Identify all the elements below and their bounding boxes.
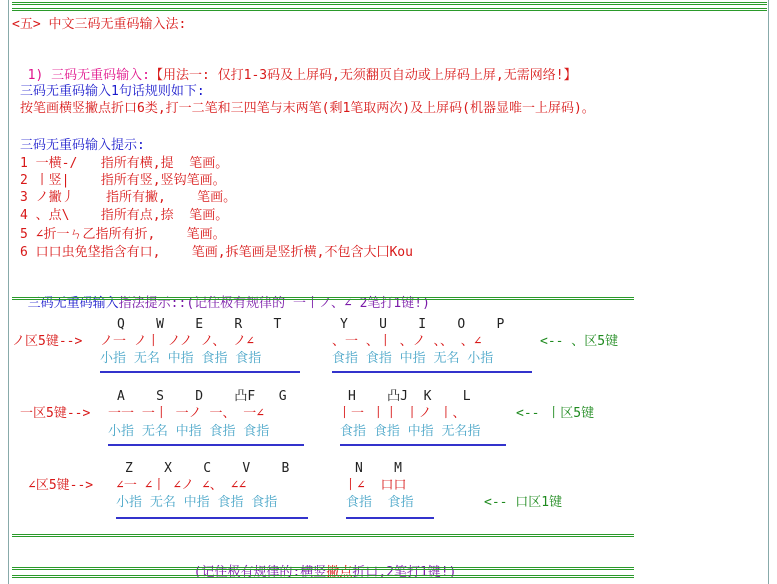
divider-top: [12, 2, 767, 6]
right-border: [768, 0, 769, 584]
underline-row2-left: [108, 444, 304, 446]
keys-zxcvb: Z X C V B: [125, 461, 290, 476]
fingers-row2-left: 小指 无名 中指 食指 食指: [108, 424, 270, 439]
tip-5: 5 ∠折一ㄣ乙指所有折, 笔画。: [20, 227, 226, 242]
underline-row3-right: [346, 517, 434, 519]
divider-top-2: [12, 8, 767, 12]
footer-a: (记住极有规律的:横竖: [193, 565, 327, 580]
underline-row2-right: [340, 444, 506, 446]
method-one-prefix: 1) 三码无重码输入:: [27, 68, 150, 83]
label-dian-zone: <-- 、区5键: [540, 334, 619, 349]
strokes-zxcvb: ∠一 ∠丨 ∠ノ ∠、 ∠∠: [116, 478, 247, 493]
rule-text: 按笔画横竖撇点折口6类,打一二笔和三四笔与末两笔(剩1笔取两次)及上屏码(机器显唯一上屏码)。: [20, 101, 595, 116]
keys-hjkl: H 凸J K L: [348, 389, 471, 404]
finger-title-b: 指法提示::(记住极有规律的 一丨ノ、∠ 2笔打1键!): [118, 296, 430, 311]
underline-row1-right: [332, 371, 532, 373]
divider-mid-1: [12, 297, 634, 301]
fingers-row2-right: 食指 食指 中指 无名指: [340, 424, 481, 439]
finger-title-a: 三码无重码输入: [27, 296, 119, 311]
keys-asdfg: A S D 凸F G: [117, 389, 287, 404]
label-zhe-zone: ∠区5键-->: [28, 478, 94, 493]
section-heading: <五> 中文三码无重码输入法:: [12, 17, 187, 32]
tip-6: 6 口口虫免垡指含有口, 笔画,拆笔画是竖折横,不包含大囗Kou: [20, 245, 413, 260]
tip-3: 3 ノ撇丿 指所有撇, 笔画。: [20, 190, 237, 205]
keys-nm: N M: [355, 461, 402, 476]
footer-c: 折口,2笔打1键!): [352, 565, 457, 580]
label-pie-zone: ノ区5键-->: [12, 334, 83, 349]
fingers-row3-left: 小指 无名 中指 食指 食指: [116, 495, 278, 510]
tip-1: 1 一横-/ 指所有横,提 笔画。: [20, 156, 229, 171]
finger-title: [12, 278, 430, 312]
fingers-row1-left: 小指 无名 中指 食指 食指: [100, 351, 262, 366]
tips-title: 三码无重码输入提示:: [20, 138, 145, 153]
left-border: [8, 0, 9, 584]
fingers-row1-right: 食指 食指 中指 无名 小指: [332, 351, 494, 366]
label-heng-zone: 一区5键-->: [20, 406, 91, 421]
label-shu-zone: <-- 丨区5键: [516, 406, 595, 421]
keys-yuiop: Y U I O P: [340, 317, 505, 332]
divider-mid-2: [12, 534, 634, 538]
underline-row3-left: [116, 517, 308, 519]
method-one-line: [12, 50, 577, 84]
label-kou-zone: <-- 口区1键: [484, 495, 563, 510]
keys-qwert: Q W E R T: [117, 317, 282, 332]
strokes-hjkl: 丨一 丨丨 丨ノ 丨、: [338, 406, 466, 421]
strokes-qwert: ノ一 ノ丨 ノノ ノ、 ノ∠: [100, 334, 255, 349]
method-one-text: 【用法一: 仅打1-3码及上屏码,无须翻页自动或上屏码上屏,无需网络!】: [149, 68, 577, 83]
rule-title: 三码无重码输入1句话规则如下:: [20, 84, 205, 99]
underline-row1-left: [100, 371, 300, 373]
fingers-row3-right: 食指 食指: [346, 495, 414, 510]
tip-2: 2 丨竖| 指所有竖,竖钩笔画。: [20, 173, 226, 188]
strokes-nm: 丨∠ 口口: [344, 478, 407, 493]
divider-bottom: [12, 567, 634, 571]
strokes-asdfg: 一一 一丨 一ノ 一、 一∠: [108, 406, 265, 421]
footer-b: 撇点: [326, 565, 353, 580]
divider-bottom-2: [12, 575, 634, 579]
strokes-yuiop: 、一 、丨 、ノ 、、 、∠: [332, 334, 482, 349]
tip-4: 4 、点\ 指所有点,捺 笔画。: [20, 208, 229, 223]
